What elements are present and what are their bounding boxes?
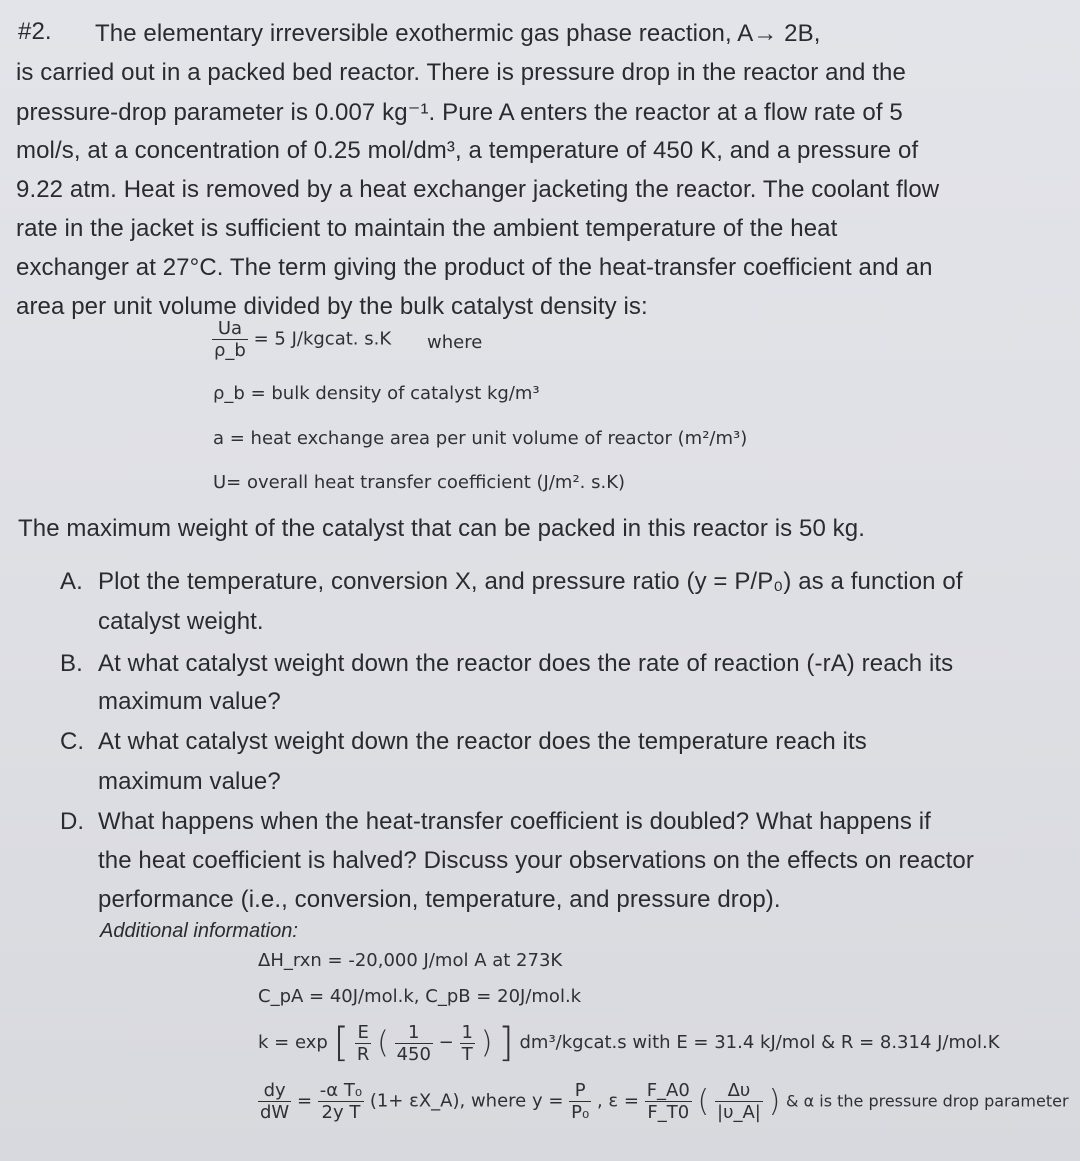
epsilon-denominator: F_T0 xyxy=(647,1102,690,1123)
where-label: where xyxy=(427,332,483,353)
k-exp-label: k = exp xyxy=(258,1032,328,1053)
intro-line-2: is carried out in a packed bed reactor. There is pressure drop in the reactor and the xyxy=(16,59,906,86)
question-c-label: C. xyxy=(60,728,85,755)
ua-denominator: ρ_b xyxy=(214,340,246,361)
additional-info-heading: Additional information: xyxy=(100,920,298,942)
k-reference-temp: 450 xyxy=(396,1043,431,1065)
alpha-note: & α is the pressure drop parameter xyxy=(786,1091,1069,1111)
intro-line-8: area per unit volume divided by the bulk catalyst density is: xyxy=(16,293,648,320)
nu-a-denominator: |υ_A| xyxy=(717,1102,761,1123)
question-c-line-2: maximum value? xyxy=(98,768,281,795)
question-d-line-2: the heat coefficient is halved? Discuss your observations on the effects on reactor xyxy=(98,847,974,874)
question-b-label: B. xyxy=(60,650,83,677)
intro-line-5: 9.22 atm. Heat is removed by a heat exchanger jacketing the reactor. The coolant flow xyxy=(16,176,940,203)
question-d-line-1: What happens when the heat-transfer coefficient is doubled? What happens if xyxy=(98,808,931,835)
definition-rho-b: ρ_b = bulk density of catalyst kg/m³ xyxy=(213,383,540,404)
y-denominator: P₀ xyxy=(571,1102,590,1123)
ua-rhs: = 5 J/kgcat. s.K xyxy=(253,328,392,350)
k-constants: with E = 31.4 kJ/mol & R = 8.314 J/mol.K xyxy=(632,1032,1000,1053)
k-gas-constant: R xyxy=(356,1043,370,1065)
intro-line-7: exchanger at 27°C. The term giving the product of the heat-transfer coefficient and an xyxy=(16,254,933,281)
y-numerator: P xyxy=(569,1080,591,1102)
epsilon-label: , ε = xyxy=(596,1090,639,1112)
intro-line-1: The elementary irreversible exothermic gas phase reaction, A→ 2B, xyxy=(95,20,821,47)
dw-denominator: dW xyxy=(260,1102,290,1123)
question-d-label: D. xyxy=(60,808,85,835)
ode-rhs-numerator: -α T₀ xyxy=(319,1080,363,1101)
question-a-line-2: catalyst weight. xyxy=(98,608,264,635)
ua-fraction xyxy=(212,318,248,361)
k-temp: T xyxy=(461,1043,473,1065)
ode-rhs-denominator: 2y T xyxy=(321,1102,361,1123)
question-a-line-1: Plot the temperature, conversion X, and pressure ratio (y = P/P₀) as a function of xyxy=(98,568,963,595)
question-d-line-3: performance (i.e., conversion, temperature, and pressure drop). xyxy=(98,886,781,913)
ode-rest: (1+ εX_A), where y = xyxy=(369,1090,564,1112)
definition-u: U= overall heat transfer coefficient (J/m². s.K) xyxy=(213,472,626,493)
intro-line-3: pressure-drop parameter is 0.007 kg⁻¹. Pure A enters the reactor at a flow rate of 5 xyxy=(16,99,903,126)
k-activation-energy: E xyxy=(355,1022,372,1044)
problem-number: #2. xyxy=(18,18,52,45)
definition-a: a = heat exchange area per unit volume of reactor (m²/m³) xyxy=(213,428,748,449)
k-one-a: 1 xyxy=(395,1022,433,1044)
question-b-line-2: maximum value? xyxy=(98,688,281,715)
epsilon-numerator: F_A0 xyxy=(646,1080,690,1101)
dy-numerator: dy xyxy=(258,1080,291,1102)
heat-capacity-formula: C_pA = 40J/mol.k, C_pB = 20J/mol.k xyxy=(258,986,582,1007)
question-a-label: A. xyxy=(60,568,83,595)
question-b-line-1: At what catalyst weight down the reactor does the rate of reaction (-rA) reach its xyxy=(98,650,954,677)
question-c-line-1: At what catalyst weight down the reactor does the temperature reach its xyxy=(98,728,867,755)
max-weight-statement: The maximum weight of the catalyst that can be packed in this reactor is 50 kg. xyxy=(18,515,865,542)
delta-nu-numerator: Δυ xyxy=(715,1080,763,1102)
intro-line-6: rate in the jacket is sufficient to maintain the ambient temperature of the heat xyxy=(16,215,838,242)
delta-h-formula: ΔH_rxn = -20,000 J/mol A at 273K xyxy=(258,950,563,971)
intro-line-4: mol/s, at a concentration of 0.25 mol/dm³, a temperature of 450 K, and a pressure of xyxy=(16,137,919,164)
ua-formula xyxy=(212,318,391,361)
k-units: dm³/kgcat.s xyxy=(519,1032,627,1053)
rate-constant-formula: k = exp [ $\frac{E}{R}$ ( $\frac{1}{450}$ − $\frac{1}{T}$ ) ] dm³/kgcat.s with E = 31.4 kJ/mol & R = 8.314 J/mol.K xyxy=(258,1020,1000,1066)
pressure-drop-ode: $\frac{dy}{dW}$ = $\frac{\text{-α T₀}}{\text{2y T}}$ (1+ εX_A), where y = $\frac{P}{\text{P₀}}$ , ε = $\frac{F\_A0}{F\_T0}$ ( $\frac{\Delta\upsilon}{|\upsilon\_A|}$ ) & α is the pressure drop parameter xyxy=(260,1080,1069,1123)
ua-numerator: Ua xyxy=(212,318,248,340)
